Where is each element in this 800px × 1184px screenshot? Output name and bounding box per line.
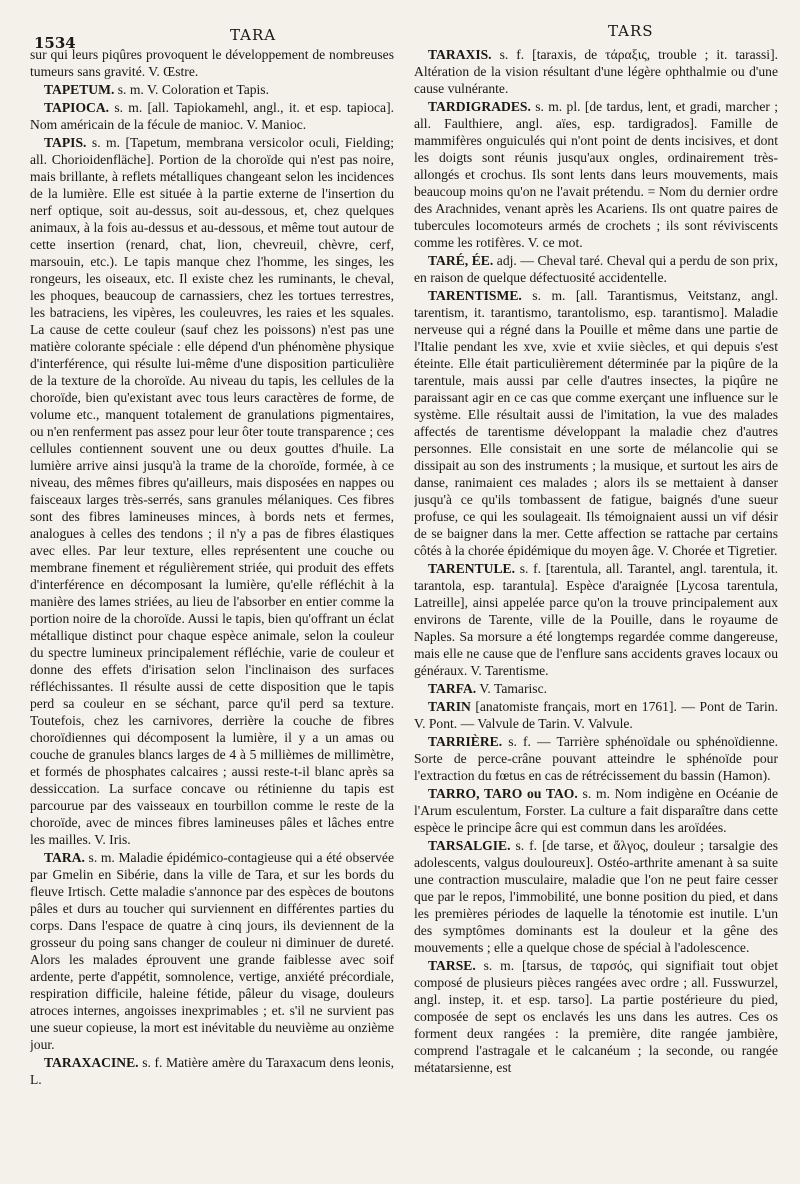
dictionary-entry <box>414 252 778 286</box>
entry-headword: TARAXIS. <box>428 47 492 62</box>
page-header <box>30 14 778 52</box>
dictionary-entry <box>414 733 778 784</box>
entry-headword: TARENTISME. <box>428 288 522 303</box>
dictionary-entry <box>414 957 778 1076</box>
dictionary-entry <box>414 287 778 559</box>
entry-headword: TAPETUM. <box>44 82 115 97</box>
entry-text: s. m. V. Coloration et Tapis. <box>117 82 269 97</box>
page-number: 1534 <box>34 34 76 52</box>
dictionary-entry <box>30 1054 394 1088</box>
dictionary-entry <box>30 134 394 848</box>
dictionary-entry <box>414 98 778 251</box>
entry-text: s. m. [Tapetum, membrana versicolor oculi, Fielding; all. Chorioidenfläche]. Portion de la choroïde qui n'est pas noire, mais brillante, à reflets métalliques changeant selon les incidences de la lumière. Elle est située à la partie externe de l'insertion du nerf optique, soit au-dessus, soit au-dessous, et, chez quelques animaux, à la fois au-dessus et au-dessous, et même tout autour de cette insertion (renard, chat, lion, chevreuil, chèvre, cerf, marsouin, etc.). Le tapis manque chez l'homme, les singes, les rongeurs, les oiseaux, etc. Il existe chez les ruminants, le cheval, les phoques, beaucoup de carnassiers, chez les tortues terrestres, les batraciens, les vipères, les couleuvres, les raies et les squales. La cause de cette couleur (sauf chez les poissons) n'est pas une matière colorante spéciale : elle dépend d'un phénomène physique d'interférence, qui résulte lui-même d'une disposition particulière de la texture de la choroïde. Au niveau du tapis, les cellules de la choroïde, bien qu'existant avec tous leurs caractères de forme, de volume etc., manquent totalement de granulations pigmentaires, ou n'en renferment pas assez pour leur ôter toute transparence ; ces cellules contiennent souvent une ou deux gouttes d'huile. La lumière arrive ainsi jusqu'à la trame de la choroïde, formée, à ce niveau, des mêmes fibres qu'ailleurs, mais disposées en nappes ou faisceaux larges très-serrés, sans granules mélaniques. Ces fibres sont des fibres lamineuses minces, à bords nets et fermes, analogues à celles des tendons ; il n'y a pas de fibres élastiques avec elles. Par leur texture, elles représentent une couche ou membrane finement et régulièrement striée, qui produit des effets d'interférence en décomposant la lumière, qu'elle réfléchit à la manière des lames striées, au lieu de l'absorber en entier comme la portion noire de la choroïde. Aussi le tapis, bien qu'offrant un éclat métallique distinct pour chaque espèce animale, selon la couleur du spectre lumineux principalement réfléchie, varie de couleur et donne des effets d'irisation selon l'inclinaison des surfaces réfléchissantes. Il résulte aussi de cette disposition que le tapis perd sa couleur en se séchant, parce qu'il perd sa texture. Toutefois, chez les carnivores, derrière la couche de fibres choroïdiennes qui décomposent la lumière, il y a un amas ou couche de granules blancs larges de 4 à 5 millièmes de millimètre, et formés de phosphates calcaires ; aussi reste-t-il blanc après sa dessiccation. La surface concave ou rétinienne du tapis est parcourue par des vaisseaux en tourbillon comme le reste de la choroïde, avec de minces fibres lamineuses pâles et lâches entre les mailles. V. Iris. <box>30 135 394 847</box>
dictionary-entry <box>414 698 778 732</box>
entry-headword: TARSE. <box>428 958 476 973</box>
entry-headword: TARDIGRADES. <box>428 99 531 114</box>
right-running-head: TARS <box>608 22 654 40</box>
entry-headword: TARFA. <box>428 681 477 696</box>
left-running-head: TARA <box>230 26 277 44</box>
dictionary-entry <box>414 560 778 679</box>
entry-headword: TARA. <box>44 850 85 865</box>
left-column <box>30 46 394 1176</box>
entry-headword: TARAXACINE. <box>44 1055 139 1070</box>
entry-headword: TAPIOCA. <box>44 100 110 115</box>
entry-text: s. f. [tarentula, all. Tarantel, angl. tarentula, it. tarantola, esp. tarantula]. Espèce d'araignée [Lycosa tarentula, Latreille], ainsi appelée parce qu'on la trouve principalement aux environs de Tarente, ville de la Pouille, dans le royaume de Naples. Sa morsure a été longtemps regardée comme dangereuse, mais elle ne cause que de l'enflure sans accidents graves locaux ou généraux. V. Tarentisme. <box>414 561 778 678</box>
entry-headword: TAPIS. <box>44 135 87 150</box>
entry-text: s. f. [de tarse, et ἄλγος, douleur ; tarsalgie des adolescents, valgus douloureux]. Ostéo-arthrite amenant à sa suite une contraction musculaire, maladie que l'on ne peut faire cesser que par le repos, l'immobilité, une bonne position du pied, et dans les premières périodes de laquelle la ténotomie est inutile. L'un des symptômes dominants est la douleur et la gêne des mouvements ; elle a quelque chose de spécial à l'adolescence. <box>414 838 778 955</box>
entry-text: s. m. [tarsus, de ταρσός, qui signifiait tout objet composé de plusieurs pièces rangées avec ordre ; all. Fusswurzel, angl. instep, it. et esp. tarso]. La partie postérieure du pied, composée de sept os enclavés les uns dans les autres. Ces os forment deux rangées : la première, dite rangée jambière, comprend l'astragale et le calcanéum ; la seconde, ou rangée métatarsienne, est <box>414 958 778 1075</box>
entry-headword: TARENTULE. <box>428 561 515 576</box>
dictionary-entry <box>414 785 778 836</box>
dictionary-entry <box>30 849 394 1053</box>
entry-text: s. f. — Tarrière sphénoïdale ou sphénoïdienne. Sorte de perce-crâne pouvant atteindre le sphénoïde pour l'extraction du fœtus en cas de rétrécissement du bassin (Hamon). <box>414 734 778 783</box>
entry-headword: TARIN <box>428 699 471 714</box>
entry-text: s. f. [taraxis, de τάραξις, trouble ; it. tarassi]. Altération de la vision résultant d'une légère ophthalmie ou d'une cause vulnérante. <box>414 47 778 96</box>
entry-text: s. m. Nom indigène en Océanie de l'Arum esculentum, Forster. La culture a fait disparaître dans cette espèce le principe âcre qui est commun dans les aroïdées. <box>414 786 778 835</box>
entry-text: [anatomiste français, mort en 1761]. — Pont de Tarin. V. Pont. — Valvule de Tarin. V. Valvule. <box>414 699 778 731</box>
entry-text: adj. — Cheval taré. Cheval qui a perdu de son prix, en raison de quelque défectuosité accidentelle. <box>414 253 778 285</box>
entry-text: s. m. Maladie épidémico-contagieuse qui a été observée par Gmelin en Sibérie, dans la ville de Tara, et sur les bords du fleuve Irtisch. Cette maladie s'annonce par des espèces de boutons pâles et durs au toucher qui surviennent en différentes parties du corps. Dans l'espace de quatre à cinq jours, ils deviennent de la grosseur du poing sans changer de couleur ni diminuer de dureté. Alors les malades éprouvent une grande faiblesse avec soif ardente, perte d'appétit, somnolence, vertige, anxiété précordiale, respiration difficile, haleine fétide, pâleur du visage, douleurs atroces internes, angoisses inexprimables ; et. s'il ne survient pas une sueur copieuse, la mort est inévitable du neuvième au onzième jour. <box>30 850 394 1052</box>
dictionary-entry <box>414 680 778 697</box>
entry-headword: TARSALGIE. <box>428 838 511 853</box>
right-column <box>414 46 778 1176</box>
entry-text: s. m. pl. [de tardus, lent, et gradi, marcher ; all. Faulthiere, angl. aïes, esp. tardigrados]. Famille de mammifères onguiculés qui n'ont point de dents incisives, et dont les doigts sont réunis jusqu'aux ongles, ordinairement très-allongés et crochus. Ils sont lents dans leurs mouvements, mais beaucoup moins qu'on ne l'avait prétendu. = Nom du dernier ordre des Arachnides, venant après les Acariens. Ils ont quatre paires de tubercules locomoteurs armés de crochets ; ils sont réviviscents comme les rotifères. V. ce mot. <box>414 99 778 250</box>
entry-headword: TARRIÈRE. <box>428 734 503 749</box>
dictionary-entry <box>414 837 778 956</box>
entry-text: sur qui leurs piqûres provoquent le développement de nombreuses tumeurs sans gravité. V. Œstre. <box>30 47 394 79</box>
entry-text: s. m. [all. Tarantismus, Veitstanz, angl. tarentism, it. tarantismo, tarantolismo, esp. tarantismo]. Maladie nerveuse qui a régné dans la Pouille et même dans une partie de l'Italie pendant les xve, xvie et xviie siècles, et qui depuis s'est éteinte. Elle était particulièrement déterminée par la piqûre de la tarentule, mais aussi par celle d'autres insectes, la piqûre ne paraissant agir en ce cas que comme exerçant une influence sur le système. Elle résultait aussi de l'imitation, la vue des malades affectés de tarentisme développant la maladie chez d'autres personnes. Elle consistait en une sorte de mélancolie qui se dissipait au son des instruments ; la musique, et surtout les airs de danse, ranimaient ces malades ; alors ils se mettaient à danser jusqu'à ce qu'ils tombassent de fatigue, baignés d'une sueur profuse, ce qui les soulageait. Ils témoignaient aussi un vif désir de se baigner dans la mer. Cette affection se rattache par certains côtés à la chorée épidémique du moyen âge. V. Chorée et Tigretier. <box>414 288 778 558</box>
dictionary-entry <box>30 81 394 98</box>
entry-headword: TARÉ, ÉE. <box>428 253 494 268</box>
entry-text: V. Tamarisc. <box>479 681 547 696</box>
entry-text: s. f. Matière amère du Taraxacum dens leonis, L. <box>30 1055 394 1087</box>
entry-continuation <box>30 46 394 80</box>
entry-headword: TARRO, TARO ou TAO. <box>428 786 578 801</box>
entry-text: s. m. [all. Tapiokamehl, angl., it. et esp. tapioca]. Nom américain de la fécule de manioc. V. Manioc. <box>30 100 394 132</box>
dictionary-entry <box>414 46 778 97</box>
dictionary-entry <box>30 99 394 133</box>
